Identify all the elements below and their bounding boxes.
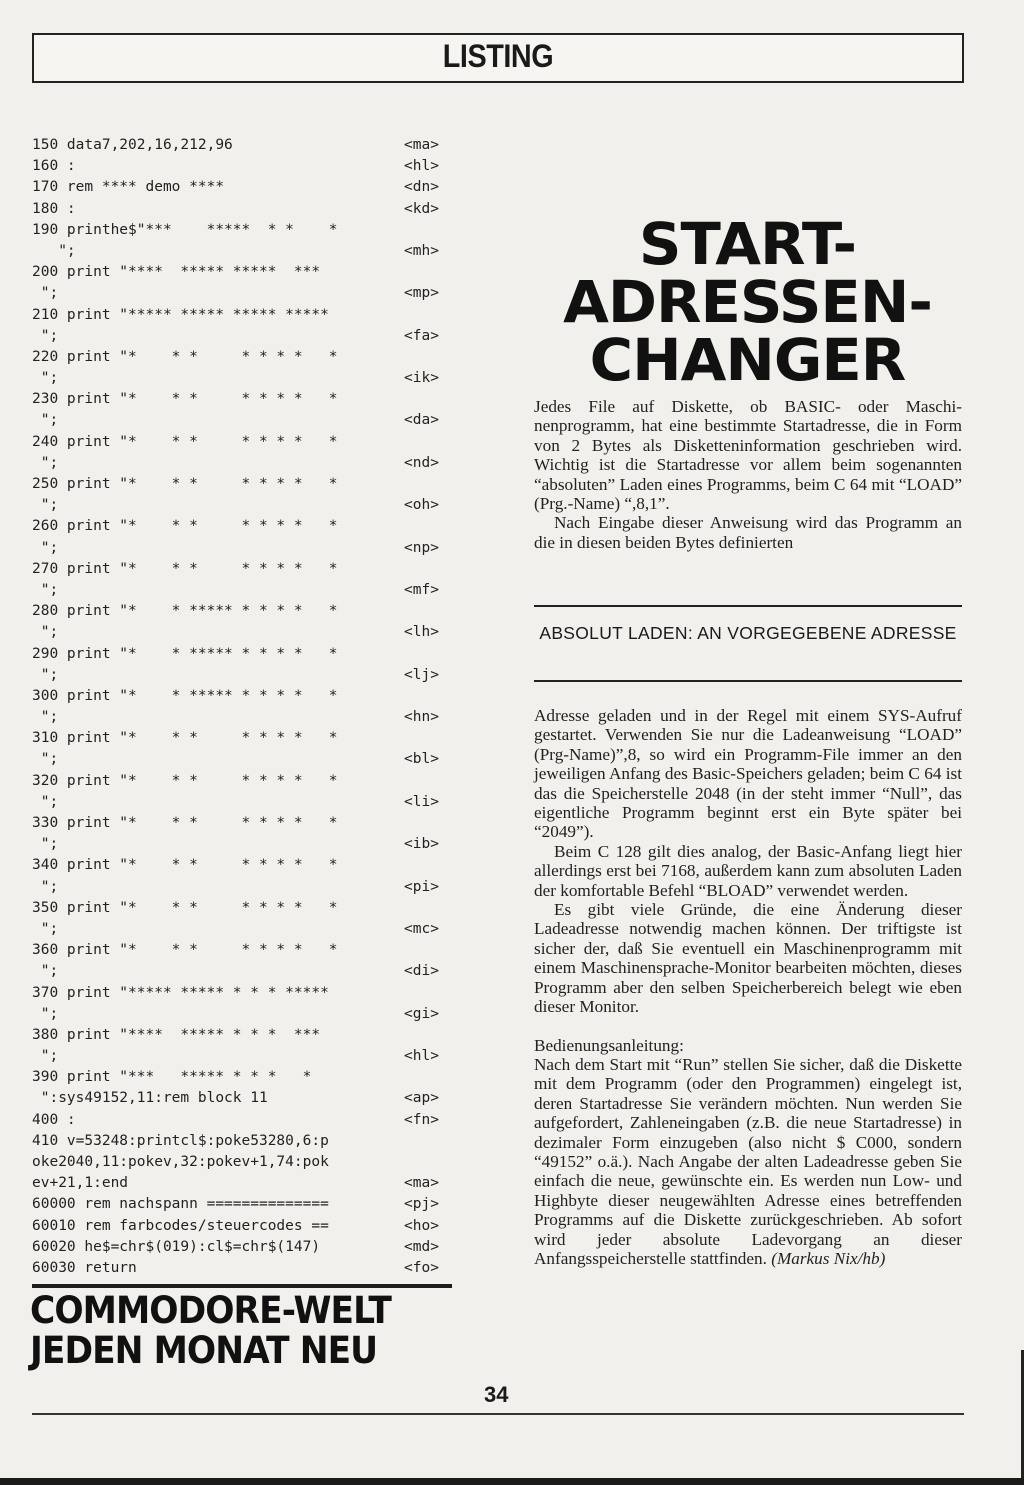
listing-code: 250 print "* * * * * * * * — [32, 476, 338, 492]
listing-line — [32, 1216, 452, 1237]
listing-line — [32, 834, 452, 855]
listing-code: 150 data7,202,16,212,96 — [32, 137, 233, 153]
listing-line — [32, 898, 452, 919]
listing-line — [32, 1237, 452, 1258]
listing-checksum: <mc> — [404, 920, 439, 937]
listing-checksum: <nd> — [404, 454, 439, 471]
listing-line — [32, 1088, 452, 1109]
listing-line — [32, 1173, 452, 1194]
listing-line — [32, 305, 452, 326]
listing-checksum: <ma> — [404, 1175, 439, 1192]
promo-banner — [30, 1291, 460, 1371]
paragraph: Beim C 128 gilt dies analog, der Basic-Anfang liegt hier allerdings erst bei 7168, außerdem kann zum absoluten Laden der komfortable Befehl “BLOAD” verwendet werden. — [534, 841, 962, 900]
listing-line — [32, 771, 452, 792]
manual-label: Bedienungsanleitung: — [534, 1035, 684, 1055]
listing-code: "; — [32, 793, 59, 810]
article-title — [530, 210, 965, 394]
listing-line — [32, 135, 452, 156]
listing-code: "; — [32, 539, 59, 556]
listing-code: "; — [32, 327, 59, 344]
section-title: LISTING — [442, 38, 554, 74]
subhead-rule-bottom — [534, 680, 962, 682]
listing-line — [32, 347, 452, 368]
listing-code: 300 print "* * ***** * * * * * — [32, 687, 338, 704]
listing-checksum: <mp> — [404, 285, 439, 302]
listing-checksum: <di> — [404, 963, 439, 980]
paragraph: Es gibt viele Gründe, die eine Änderung dieser Ladeadresse notwendig machen können. Der triftigste ist sicher der, daß Sie eventuell ein Maschinenprogramm mit einem Maschinensprache-Monitor bearbeiten möchten, dieses Programm aber den selben Speicherbereich belegt wie eben dieser Monitor. — [534, 900, 962, 1017]
listing-code: 340 print "* * * * * * * * — [32, 857, 338, 874]
listing-code: 170 rem **** demo **** — [32, 179, 225, 196]
listing-line — [32, 177, 452, 198]
listing-line — [32, 707, 452, 728]
listing-checksum: <kd> — [404, 200, 439, 217]
manual-text: Nach dem Start mit “Run” stellen Sie sicher, daß die Diskette mit dem Programm (oder den Programmen) eingelegt ist, deren Startadresse Sie verändern möchten. Nun werden Sie aufgefordert, Zahleneingaben (z.B. die neue Startadresse) in dezimaler Form einzugeben (also nicht $ C000, sondern “49152” o.ä.). Nach Angabe der alten Ladeadresse geben Sie einfach die neue, gewünschte ein. Es werden nun Low- und Highbyte dieser neugewählten Adresse eines betreffenden Programms auf die Diskette zurückgeschrieben. Ab sofort wird jeder absolute Ladevorgang an dieser Anfangsspeicherstelle stattfinden. — [534, 1054, 962, 1268]
listing-code: 320 print "* * * * * * * * — [32, 772, 338, 789]
listing-line — [32, 961, 452, 982]
listing-code: 280 print "* * ***** * * * * * — [32, 603, 338, 620]
listing-line — [32, 749, 452, 770]
listing-line — [32, 495, 452, 516]
listing-checksum: <oh> — [404, 497, 439, 514]
listing-line — [32, 389, 452, 410]
author-credit: (Markus Nix/hb) — [771, 1248, 886, 1268]
listing-code: 210 print "***** ***** ***** ***** — [32, 306, 329, 323]
listing-code: 370 print "***** ***** * * * ***** — [32, 984, 329, 1001]
listing-line — [32, 728, 452, 749]
listing-code: 60000 rem nachspann ============== — [32, 1196, 329, 1213]
listing-line — [32, 368, 452, 389]
listing-checksum: <fa> — [404, 327, 439, 344]
listing-code: "; — [32, 285, 59, 302]
listing-checksum: <ho> — [404, 1217, 439, 1234]
listing-code: "; — [32, 370, 59, 387]
article-title-line: START- — [638, 210, 857, 278]
promo-divider — [32, 1284, 452, 1288]
listing-code: 270 print "* * * * * * * * — [32, 560, 338, 577]
listing-line — [32, 538, 452, 559]
listing-code: 380 print "**** ***** * * * *** — [32, 1026, 321, 1043]
listing-line — [32, 813, 452, 834]
listing-line — [32, 1067, 452, 1088]
promo-line-1: COMMODORE-WELT — [30, 1289, 391, 1332]
listing-checksum: <hl> — [404, 1048, 439, 1065]
listing-checksum: <da> — [404, 412, 439, 429]
listing-checksum: <hl> — [404, 158, 439, 175]
listing-checksum: <ma> — [404, 137, 439, 153]
listing-checksum: <fo> — [404, 1259, 439, 1276]
listing-code: 240 print "* * * * * * * * — [32, 433, 338, 450]
footer-rule — [32, 1413, 964, 1415]
listing-checksum: <fn> — [404, 1111, 439, 1128]
listing-checksum: <pi> — [404, 878, 439, 895]
listing-line — [32, 1004, 452, 1025]
listing-code: "; — [32, 242, 76, 259]
listing-code: 60020 he$=chr$(019):cl$=chr$(147) — [32, 1238, 321, 1255]
paragraph: Nach Eingabe dieser Anweisung wird das Programm an die in diesen beiden Bytes definierten — [534, 513, 962, 552]
listing-line — [32, 1194, 452, 1215]
listing-line — [32, 940, 452, 961]
listing-line — [32, 665, 452, 686]
listing-code: 260 print "* * * * * * * * — [32, 518, 338, 535]
listing-code: 330 print "* * * * * * * * — [32, 815, 338, 831]
listing-line — [32, 601, 452, 622]
page-number: 34 — [484, 1382, 509, 1407]
listing-code: ":sys49152,11:rem block 11 — [32, 1090, 268, 1107]
basic-listing — [32, 135, 452, 1279]
listing-code: "; — [32, 497, 59, 514]
listing-code: "; — [32, 454, 59, 471]
listing-code: "; — [32, 1048, 59, 1065]
listing-code: "; — [32, 709, 59, 726]
listing-line — [32, 326, 452, 347]
listing-code: "; — [32, 412, 59, 429]
article-title-line: CHANGER — [589, 326, 906, 394]
listing-code: 410 v=53248:printcl$:poke53280,6:p — [32, 1132, 329, 1149]
listing-checksum: <md> — [404, 1238, 439, 1255]
listing-checksum: <ib> — [404, 836, 439, 853]
listing-code: 60010 rem farbcodes/steuercodes == — [32, 1217, 329, 1234]
listing-line — [32, 156, 452, 177]
listing-line — [32, 1131, 452, 1152]
listing-checksum: <dn> — [404, 179, 439, 196]
listing-checksum: <np> — [404, 539, 439, 556]
listing-code: "; — [32, 666, 59, 683]
listing-code: "; — [32, 581, 59, 598]
section-header — [32, 33, 964, 83]
listing-code: oke2040,11:pokev,32:pokev+1,74:pok — [32, 1154, 329, 1170]
listing-code: ev+21,1:end — [32, 1175, 129, 1192]
listing-code: 310 print "* * * * * * * * — [32, 730, 338, 747]
listing-line — [32, 199, 452, 220]
listing-line — [32, 283, 452, 304]
listing-line — [32, 1258, 452, 1279]
page-edge-bottom — [0, 1478, 1024, 1485]
listing-line — [32, 622, 452, 643]
listing-checksum: <mf> — [404, 581, 439, 598]
listing-line — [32, 919, 452, 940]
listing-code: 190 printhe$"*** ***** * * * — [32, 221, 338, 238]
listing-code: "; — [32, 751, 59, 768]
listing-checksum: <hn> — [404, 709, 439, 726]
listing-checksum: <bl> — [404, 751, 439, 768]
paragraph-manual — [534, 1055, 962, 1268]
article-body — [534, 706, 962, 1268]
listing-line — [32, 516, 452, 537]
subhead-rule-top — [534, 605, 962, 607]
listing-line — [32, 877, 452, 898]
listing-line — [32, 1046, 452, 1067]
article-intro — [534, 397, 962, 552]
listing-line — [32, 855, 452, 876]
listing-line — [32, 262, 452, 283]
listing-line — [32, 792, 452, 813]
listing-line — [32, 1110, 452, 1131]
listing-checksum: <lh> — [404, 624, 439, 641]
listing-code: 390 print "*** ***** * * * * — [32, 1069, 312, 1086]
listing-code: "; — [32, 1005, 59, 1022]
listing-line — [32, 410, 452, 431]
listing-checksum: <ap> — [404, 1090, 439, 1107]
listing-code: 180 : — [32, 200, 76, 217]
listing-checksum: <gi> — [404, 1005, 439, 1022]
listing-checksum: <ik> — [404, 370, 439, 387]
listing-code: 230 print "* * * * * * * * — [32, 391, 338, 408]
paragraph: Jedes File auf Diskette, ob BASIC- oder Maschinenprogramm, hat eine bestimmte Startadresse, die in Form von 2 Bytes als Disketteninformation geschrieben wird. Wichtig ist die Startadresse vor allem beim sogenannten “absoluten” Laden eines Programms, beim C 64 mit “LOAD” (Prg.-Name) “,8,1”. — [534, 397, 962, 514]
listing-code: "; — [32, 963, 59, 980]
listing-line — [32, 644, 452, 665]
listing-line — [32, 241, 452, 262]
listing-line — [32, 432, 452, 453]
listing-code: 360 print "* * * * * * * * — [32, 942, 338, 959]
listing-code: "; — [32, 836, 59, 853]
listing-line — [32, 474, 452, 495]
listing-code: 350 print "* * * * * * * * — [32, 899, 338, 916]
listing-code: 160 : — [32, 158, 76, 175]
listing-code: 400 : — [32, 1111, 76, 1128]
listing-code: "; — [32, 624, 59, 641]
listing-checksum: <mh> — [404, 242, 439, 259]
listing-code: 200 print "**** ***** ***** *** — [32, 264, 321, 281]
listing-code: 220 print "* * * * * * * * — [32, 348, 338, 365]
listing-code: "; — [32, 920, 59, 937]
article-title-line: ADRESSEN- — [563, 268, 932, 336]
listing-checksum: <pj> — [404, 1196, 439, 1213]
listing-checksum: <lj> — [404, 666, 439, 683]
listing-line — [32, 983, 452, 1004]
paragraph: Adresse geladen und in der Regel mit einem SYS-Aufruf gestartet. Verwenden Sie nur die Ladeanweisung “LOAD” (Prg-Name)”,8, so wird ein Programm-File immer an den jeweiligen Anfang des Basic-Speichers geladen; beim C 64 ist das die Speicherstelle 2048 (in der steht immer “Null”, das eigentliche Programm beginnt erst ein Byte später bei “2049”). — [534, 706, 962, 842]
article-subhead: ABSOLUT LADEN: AN VORGEGEBENE ADRESSE — [539, 623, 957, 643]
listing-line — [32, 559, 452, 580]
listing-line — [32, 686, 452, 707]
listing-line — [32, 1152, 452, 1173]
listing-code: "; — [32, 878, 59, 895]
promo-line-2: JEDEN MONAT NEU — [30, 1329, 378, 1372]
listing-code: 60030 return — [32, 1259, 137, 1276]
listing-checksum: <li> — [404, 793, 439, 810]
listing-line — [32, 580, 452, 601]
listing-line — [32, 1025, 452, 1046]
listing-line — [32, 453, 452, 474]
listing-code: 290 print "* * ***** * * * * * — [32, 645, 338, 662]
listing-line — [32, 220, 452, 241]
